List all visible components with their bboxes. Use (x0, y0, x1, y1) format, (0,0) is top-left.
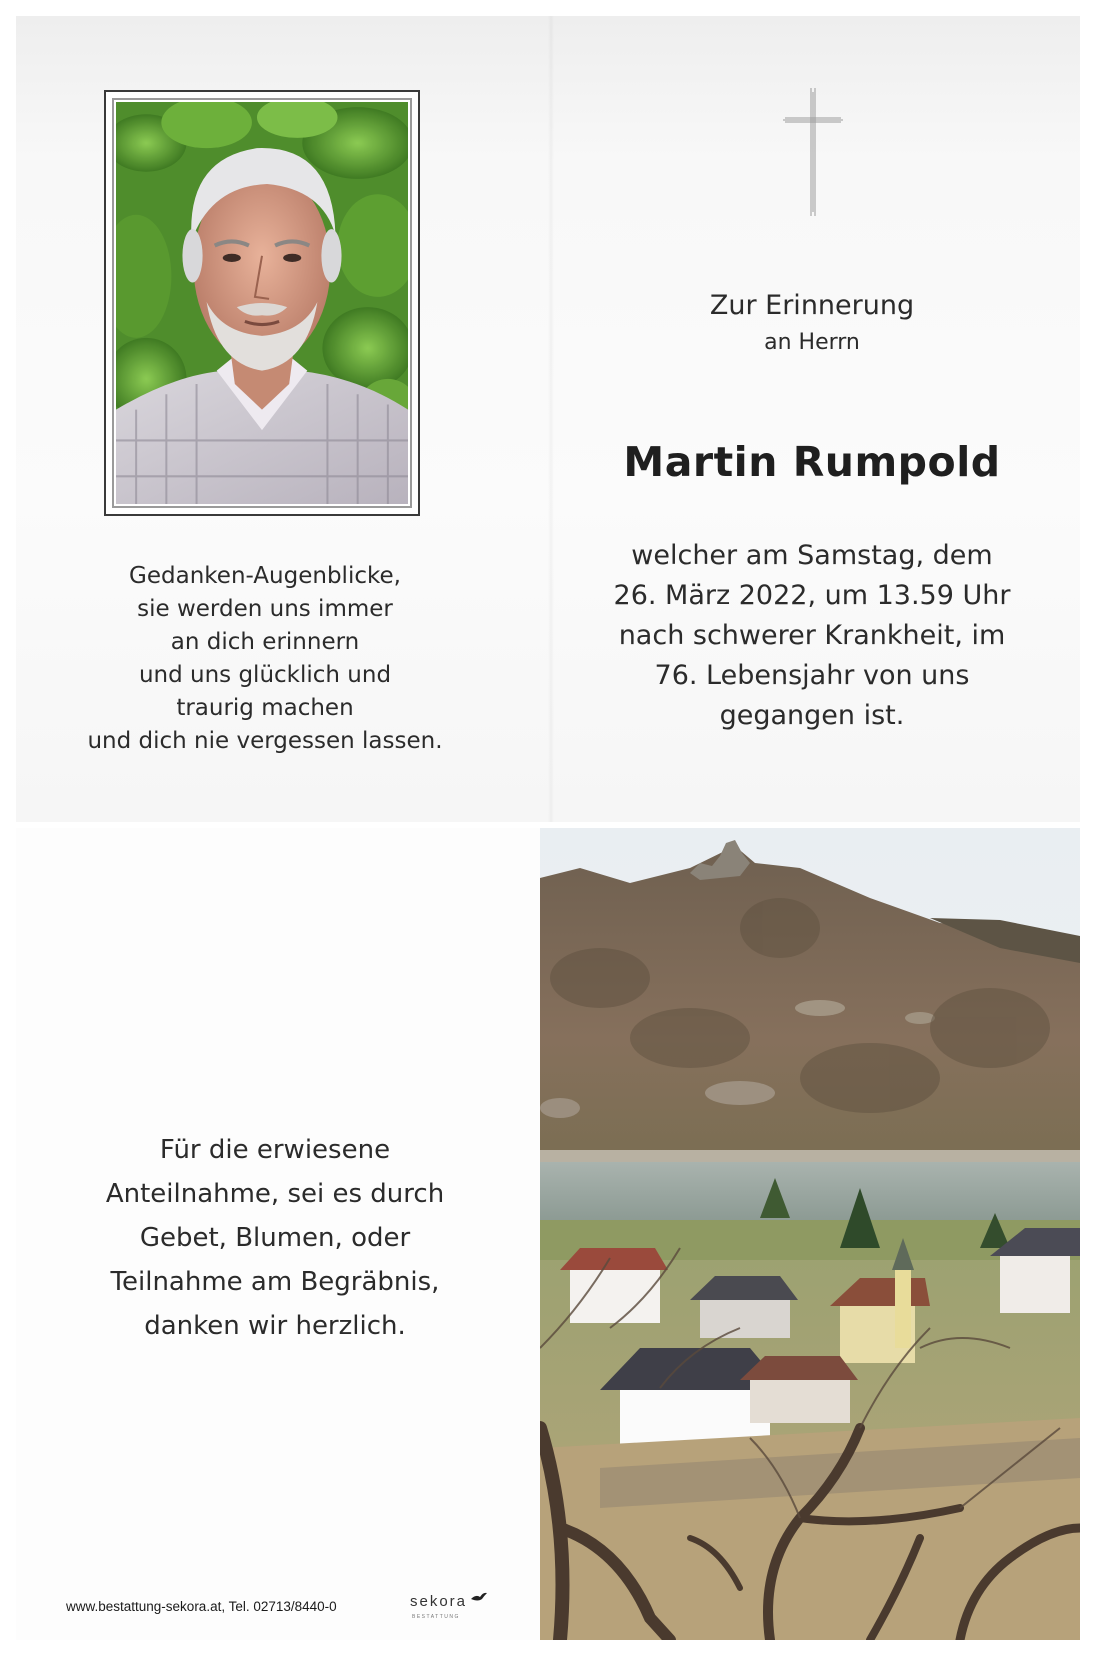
poem-line: und uns glücklich und (138, 662, 392, 688)
memory-subtitle: an Herrn (764, 330, 860, 355)
death-line: gegangen ist. (719, 700, 905, 731)
card-fold (548, 16, 554, 822)
poem (40, 560, 490, 758)
landscape-photo (540, 828, 1080, 1640)
cross-icon (781, 88, 845, 216)
death-line: nach schwerer Krankheit, im (618, 620, 1006, 651)
thanks-line: danken wir herzlich. (144, 1311, 406, 1341)
bird-icon (470, 1591, 488, 1603)
poem-line: Gedanken-Augenblicke, (129, 563, 401, 589)
portrait-photo (112, 98, 412, 508)
brand-logo-text: sekora (410, 1593, 468, 1610)
poem-line: traurig machen (176, 695, 354, 721)
death-line: welcher am Samstag, dem (631, 540, 993, 571)
thanks-line: Für die erwiesene (159, 1135, 391, 1165)
thanks-line: Gebet, Blumen, oder (139, 1223, 411, 1253)
death-line: 76. Lebensjahr von uns (654, 660, 970, 691)
memory-title: Zur Erinnerung (709, 290, 915, 321)
portrait-frame (104, 90, 420, 516)
death-notice (578, 536, 1046, 736)
deceased-name: Martin Rumpold (623, 438, 1001, 486)
brand-logo-subtext: BESTATTUNG (412, 1614, 460, 1620)
poem-line: an dich erinnern (170, 629, 360, 655)
landscape-image (540, 828, 1080, 1640)
thanks-line: Anteilnahme, sei es durch (105, 1179, 445, 1209)
footer-contact: www.bestattung-sekora.at, Tel. 02713/8440-0 (66, 1599, 337, 1614)
thanks-text (60, 1128, 490, 1348)
death-line: 26. März 2022, um 13.59 Uhr (613, 580, 1011, 611)
thanks-line: Teilnahme am Begräbnis, (110, 1267, 440, 1297)
poem-line: sie werden uns immer (137, 596, 393, 622)
portrait-image (116, 102, 408, 504)
poem-line: und dich nie vergessen lassen. (87, 728, 443, 754)
